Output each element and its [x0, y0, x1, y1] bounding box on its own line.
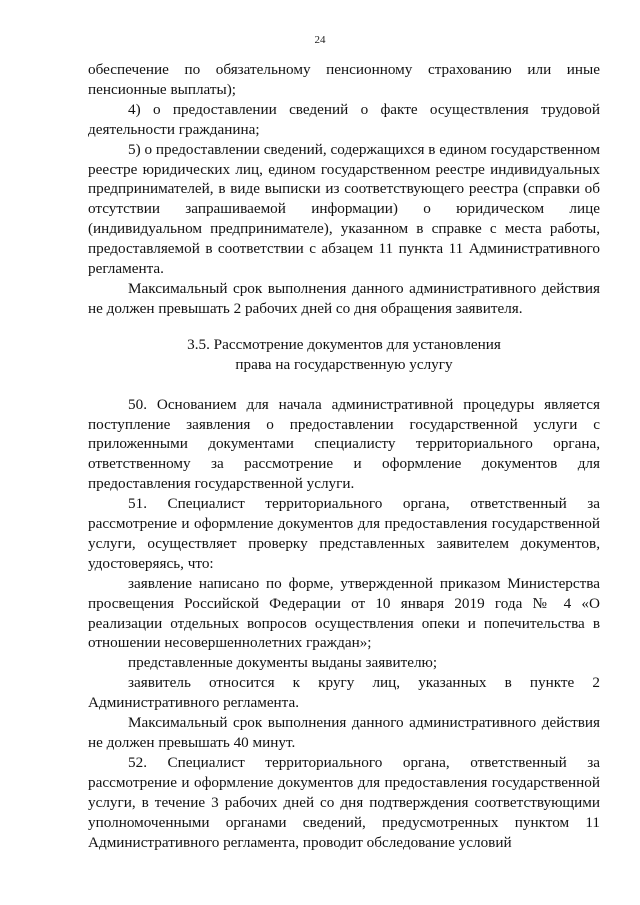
page-number: 24 [314, 34, 326, 46]
paragraph-documents-issued: представленные документы выданы заявителю; [128, 654, 438, 672]
section-heading-line-2: права на государственную услугу [235, 355, 453, 373]
section-heading [88, 335, 600, 375]
paragraph-application-form: заявление написано по форме, утвержденной приказом Министерства просвещения Российской Федерации от 10 января 2019 года № 4 «О реализации отдельных вопросов осуществления опеки и попечительства в отношении несовершеннолетних граждан»; [88, 574, 600, 652]
paragraph-51: 51. Специалист территориального органа, ответственный за рассмотрение и оформление документов для предоставления государственной услуги, осуществляет проверку представленных заявителем документов, удостоверяясь, что: [88, 495, 600, 572]
paragraph-item-4: 4) о предоставлении сведений о факте осуществления трудовой деятельности гражданина; [88, 100, 600, 138]
paragraph-50: 50. Основанием для начала административной процедуры является поступление заявления о предоставлении государственной услуги с приложенными документами специалисту территориального органа, ответственному за рассмотрение и оформление документов для предоставления государственной услуги. [88, 395, 600, 493]
paragraph-pension-continuation: обеспечение по обязательному пенсионному страхованию или иные пенсионные выплаты); [88, 61, 600, 98]
section-heading-line-1: 3.5. Рассмотрение документов для установления [187, 335, 501, 353]
paragraph-applicant-category: заявитель относится к кругу лиц, указанных в пункте 2 Административного регламента. [88, 674, 600, 712]
paragraph-max-term-40-min: Максимальный срок выполнения данного административного действия не должен превышать 40 минут. [88, 714, 600, 751]
paragraph-item-5: 5) о предоставлении сведений, содержащихся в едином государственном реестре юридических лиц, едином государственном реестре индивидуальных предпринимателей, в виде выписки из соответствующего реестра (справки об отсутствии запрашиваемой информации) о юридическом лице (индивидуальном предпринимателе), указанном в справке с места работы, предоставляемой в соответствии с абзацем 11 пункта 11 Административного регламента. [88, 140, 600, 278]
document-body [88, 60, 600, 852]
paragraph-max-term-2-days: Максимальный срок выполнения данного административного действия не должен превышать 2 рабочих дней со дня обращения заявителя. [88, 279, 600, 317]
paragraph-52: 52. Специалист территориального органа, ответственный за рассмотрение и оформление документов для предоставления государственной услуги, в течение 3 рабочих дней со дня подтверждения соответствующими уполномоченными органами сведений, предусмотренных пунктом 11 Административного регламента, проводит обследование условий [88, 753, 600, 851]
